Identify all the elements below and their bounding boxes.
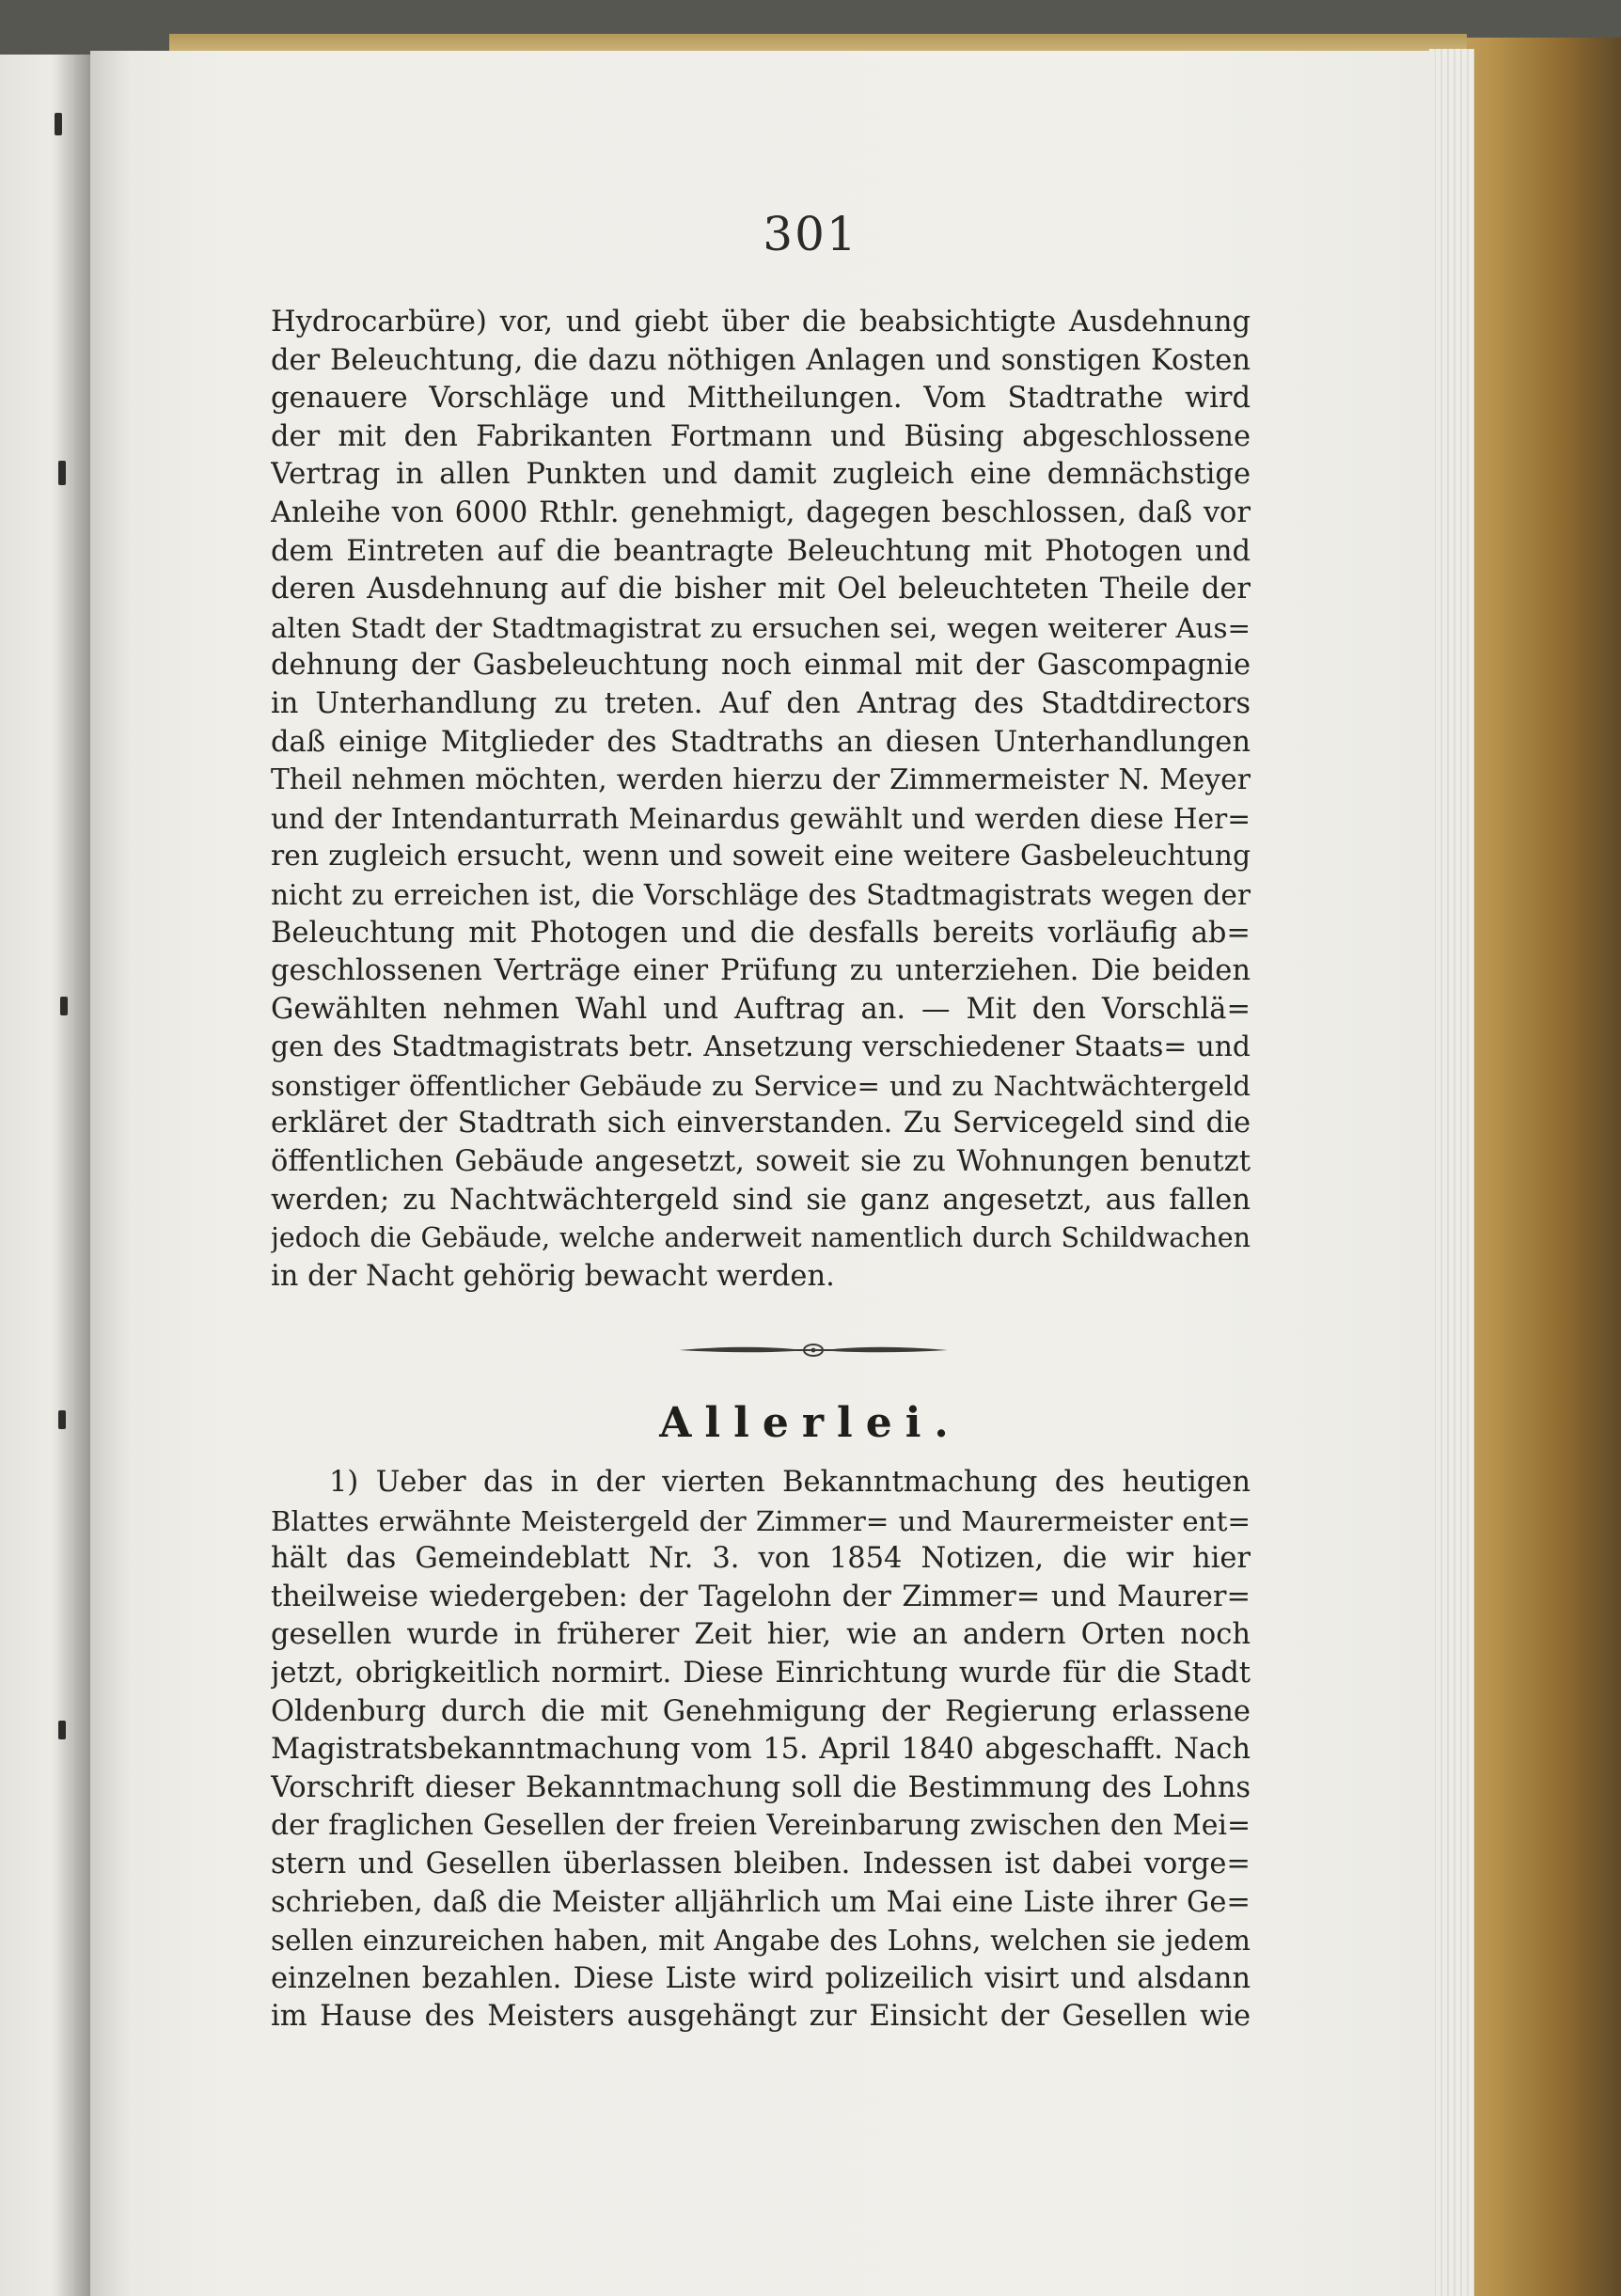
text-line: im Hause des Meisters ausgehängt zur Einsicht der Gesellen wie [271, 2000, 1251, 2034]
text-line: daß einige Mitglieder des Stadtraths an diesen Unterhandlungen [271, 725, 1251, 759]
text-line: sellen einzureichen haben, mit Angabe des Lohns, welchen sie jedem [271, 1925, 1251, 1958]
text-line: dehnung der Gasbeleuchtung noch einmal mit der Gascompagnie [271, 649, 1251, 683]
text-line: werden; zu Nachtwächtergeld sind sie ganz angesetzt, aus fallen [271, 1183, 1251, 1217]
text-line: hält das Gemeindeblatt Nr. 3. von 1854 Notizen, die wir hier [271, 1542, 1251, 1576]
text-line: Theil nehmen möchten, werden hierzu der Zimmermeister N. Meyer [271, 763, 1251, 797]
text-line: Gewählten nehmen Wahl und Auftrag an. — Mit den Vorschlä= [271, 992, 1251, 1026]
text-line: Hydrocarbüre) vor, und giebt über die beabsichtigte Ausdehnung [271, 306, 1251, 338]
text-line: nicht zu erreichen ist, die Vorschläge des Stadtmagistrats wegen der [271, 878, 1251, 911]
text-line: der Beleuchtung, die dazu nöthigen Anlagen und sonstigen Kosten [271, 343, 1251, 377]
page-number: 301 [763, 207, 858, 261]
paragraph-2 [271, 1464, 1251, 2037]
text-line: dem Eintreten auf die beantragte Beleuchtung mit Photogen und [271, 534, 1251, 568]
text-line: ren zugleich ersucht, wenn und soweit eine weitere Gasbeleuchtung [271, 840, 1251, 873]
text-line: in der Nacht gehörig bewacht werden. [271, 1259, 835, 1293]
text-line: Vertrag in allen Punkten und damit zugleich eine demnächstige [271, 458, 1251, 492]
text-line: der fraglichen Gesellen der freien Vereinbarung zwischen den Mei= [271, 1809, 1251, 1843]
text-line: jetzt, obrigkeitlich normirt. Diese Einrichtung wurde für die Stadt [271, 1656, 1251, 1690]
text-line: Blattes erwähnte Meistergeld der Zimmer= und Maurermeister ent= [271, 1504, 1251, 1537]
text-line: Oldenburg durch die mit Genehmigung der Regierung erlassene [271, 1694, 1251, 1728]
text-line: Beleuchtung mit Photogen und die desfalls bereits vorläufig ab= [271, 916, 1251, 950]
paragraph-1 [271, 304, 1251, 1296]
text-line: sonstiger öffentlicher Gebäude zu Service= und zu Nachtwächtergeld [271, 1069, 1251, 1102]
text-line: alten Stadt der Stadtmagistrat zu ersuchen sei, wegen weiterer Aus= [271, 611, 1251, 644]
text-line: Magistratsbekanntmachung vom 15. April 1840 abgeschafft. Nach [271, 1733, 1251, 1767]
text-line: geschlossenen Verträge einer Prüfung zu unterziehen. Die beiden [271, 954, 1251, 988]
text-line: Anleihe von 6000 Rthlr. genehmigt, dagegen beschlossen, daß vor [271, 495, 1251, 529]
text-line: stern und Gesellen überlassen bleiben. Indessen ist dabei vorge= [271, 1847, 1251, 1880]
text-line: deren Ausdehnung auf die bisher mit Oel beleuchteten Theile der [271, 573, 1251, 606]
text-line: theilweise wiedergeben: der Tagelohn der Zimmer= und Maurer= [271, 1580, 1251, 1613]
gutter-shadow [56, 55, 94, 2296]
text-line: und der Intendanturrath Meinardus gewählt und werden diese Her= [271, 802, 1251, 835]
text-line: gesellen wurde in früherer Zeit hier, wie an andern Orten noch [271, 1618, 1251, 1652]
text-line: in Unterhandlung zu treten. Auf den Antrag des Stadtdirectors [271, 686, 1251, 720]
ornamental-rule [677, 1341, 950, 1360]
text-line: der mit den Fabrikanten Fortmann und Büsing abgeschlossene [271, 419, 1251, 453]
text-line: einzelnen bezahlen. Diese Liste wird polizeilich visirt und alsdann [271, 1961, 1251, 1995]
section-heading: Allerlei. [659, 1399, 962, 1447]
text-line: erkläret der Stadtrath sich einverstanden. Zu Servicegeld sind die [271, 1107, 1251, 1140]
text-line: genauere Vorschläge und Mittheilungen. Vom Stadtrathe wird [271, 382, 1251, 416]
text-line: schrieben, daß die Meister alljährlich um Mai eine Liste ihrer Ge= [271, 1885, 1251, 1919]
text-line: öffentlichen Gebäude angesetzt, soweit sie zu Wohnungen benutzt [271, 1145, 1251, 1179]
text-line: 1) Ueber das in der vierten Bekanntmachung des heutigen [329, 1466, 1251, 1499]
text-line: gen des Stadtmagistrats betr. Ansetzung verschiedener Staats= und [271, 1030, 1251, 1064]
text-line: Vorschrift dieser Bekanntmachung soll die Bestimmung des Lohns [271, 1770, 1251, 1804]
page-stack-edge [1429, 49, 1474, 2296]
text-line: jedoch die Gebäude, welche anderweit namentlich durch Schildwachen [271, 1222, 1251, 1254]
